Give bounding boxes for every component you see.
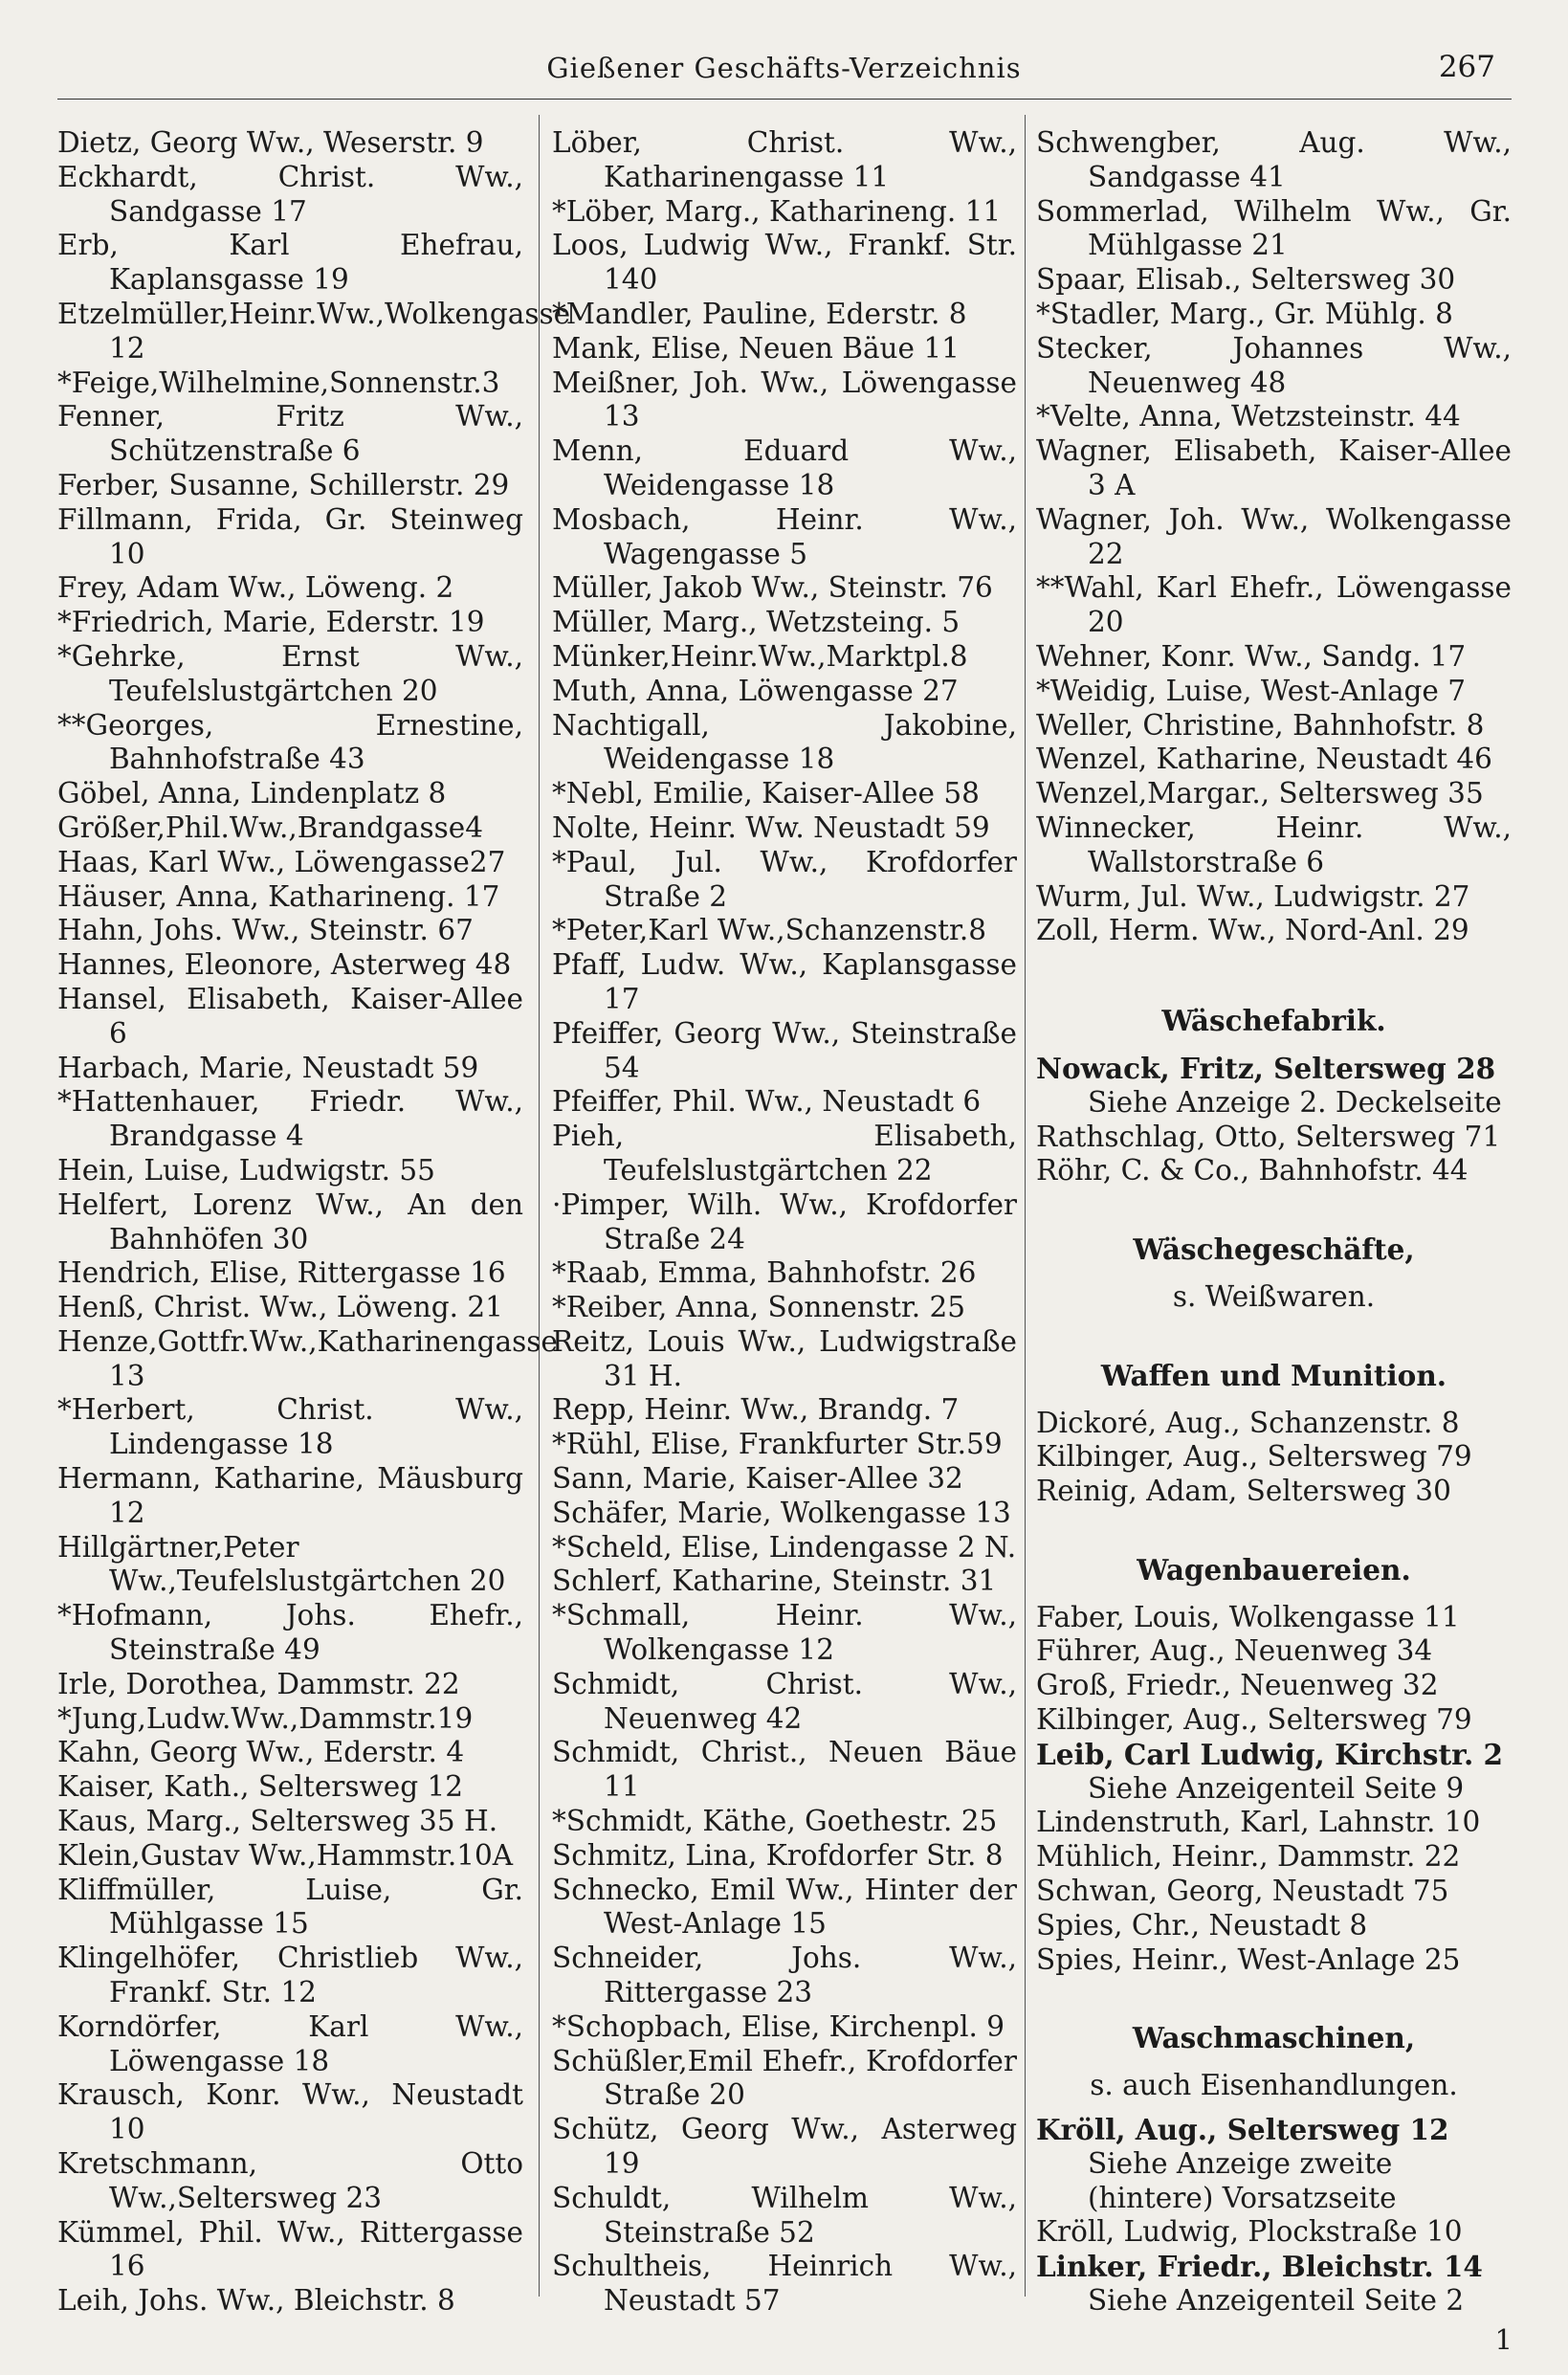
list-item: Kilbinger, Aug., Seltersweg 79 — [1036, 1703, 1472, 1737]
list-item: Wagner, Elisabeth, Kaiser-Allee 3 A — [1036, 434, 1512, 501]
list-item: Schlerf, Katharine, Steinstr. 31 — [552, 1565, 997, 1598]
list-item: Schuldt, Wilhelm Ww., Steinstraße 52 — [552, 2181, 1017, 2249]
column-divider — [539, 115, 540, 2297]
list-item: Reinig, Adam, Seltersweg 30 — [1036, 1475, 1451, 1508]
list-item: Hillgärtner,Peter Ww.,Teufelslustgärtchen 20 — [57, 1530, 506, 1598]
list-item: Rathschlag, Otto, Seltersweg 71 — [1036, 1120, 1501, 1153]
list-item: Göbel, Anna, Lindenplatz 8 — [57, 777, 447, 810]
list-item: *Paul, Jul. Ww., Krofdorfer Straße 2 — [552, 845, 1017, 913]
list-item: Wehner, Konr. Ww., Sandg. 17 — [1036, 639, 1467, 673]
list-item: *Peter,Karl Ww.,Schanzenstr.8 — [552, 914, 986, 947]
list-item: *Feige,Wilhelmine,Sonnenstr.3 — [57, 366, 500, 399]
list-item: Größer,Phil.Ww.,Brandgasse4 — [57, 810, 483, 844]
section-heading-waeschefabrik: Wäschefabrik. — [1161, 1004, 1386, 1038]
list-item: *Stadler, Marg., Gr. Mühlg. 8 — [1036, 297, 1453, 330]
list-item: *Hattenhauer, Friedr. Ww., Brandgasse 4 — [57, 1085, 523, 1153]
list-item: Häuser, Anna, Katharineng. 17 — [57, 879, 500, 913]
list-item: Schnecko, Emil Ww., Hinter der West-Anlage 15 — [552, 1873, 1017, 1941]
section-note: s. Weißwaren. — [1172, 1279, 1376, 1313]
list-item: Kröll, Aug., Seltersweg 12 — [1036, 2113, 1449, 2147]
list-item: Harbach, Marie, Neustadt 59 — [57, 1051, 479, 1084]
list-item: *Raab, Emma, Bahnhofstr. 26 — [552, 1256, 977, 1290]
list-item: Kahn, Georg Ww., Ederstr. 4 — [57, 1736, 465, 1769]
list-item: Müller, Marg., Wetzsteing. 5 — [552, 606, 961, 639]
list-item: Spies, Chr., Neustadt 8 — [1036, 1908, 1368, 1942]
list-item: Pfaff, Ludw. Ww., Kaplansgasse 17 — [552, 948, 1017, 1015]
list-item: Mosbach, Heinr. Ww., Wagengasse 5 — [552, 502, 1017, 570]
ad-reference: Siehe Anzeigenteil Seite 9 — [1088, 1771, 1465, 1805]
ad-reference: Siehe Anzeigenteil Seite 2 — [1088, 2284, 1465, 2318]
column-divider — [1025, 115, 1026, 2297]
list-item: Loos, Ludwig Ww., Frankf. Str. 140 — [552, 229, 1017, 297]
list-item: Fillmann, Frida, Gr. Steinweg 10 — [57, 502, 523, 570]
list-item: Klingelhöfer, Christlieb Ww., Frankf. Str. 12 — [57, 1942, 523, 2009]
list-item: Weller, Christine, Bahnhofstr. 8 — [1036, 708, 1485, 742]
section-heading-waffen: Waffen und Munition. — [1100, 1358, 1447, 1392]
list-item: Sann, Marie, Kaiser-Allee 32 — [552, 1462, 963, 1496]
list-item: Kliffmüller, Luise, Gr. Mühlgasse 15 — [57, 1873, 523, 1941]
list-item: Schwengber, Aug. Ww., Sandgasse 41 — [1036, 126, 1512, 193]
list-item: Hendrich, Elise, Rittergasse 16 — [57, 1256, 506, 1290]
column-3 — [1036, 126, 1512, 2319]
list-item: Pfeiffer, Georg Ww., Steinstraße 54 — [552, 1016, 1017, 1084]
list-item: Haas, Karl Ww., Löwengasse27 — [57, 845, 506, 878]
list-item: Schmitz, Lina, Krofdorfer Str. 8 — [552, 1838, 1004, 1872]
list-item: Löber, Christ. Ww., Katharinengasse 11 — [552, 126, 1017, 193]
list-item: Schneider, Johs. Ww., Rittergasse 23 — [552, 1942, 1017, 2009]
list-item: Irle, Dorothea, Dammstr. 22 — [57, 1667, 460, 1700]
list-item: Henß, Christ. Ww., Löweng. 21 — [57, 1291, 503, 1324]
signature-mark: 1 — [1494, 2323, 1513, 2356]
list-item: ·Pimper, Wilh. Ww., Krofdorfer Straße 24 — [552, 1188, 1017, 1255]
header-rule — [57, 99, 1512, 100]
list-item: Nolte, Heinr. Ww. Neustadt 59 — [552, 810, 990, 844]
list-item: Repp, Heinr. Ww., Brandg. 7 — [552, 1393, 960, 1427]
list-item: Fenner, Fritz Ww., Schützenstraße 6 — [57, 400, 523, 468]
list-item: *Weidig, Luise, West-Anlage 7 — [1036, 674, 1467, 707]
list-item: Leib, Carl Ludwig, Kirchstr. 2 — [1036, 1737, 1504, 1771]
list-item: **Wahl, Karl Ehefr., Löwengasse 20 — [1036, 571, 1512, 639]
column-2 — [552, 126, 1017, 2319]
section-heading-waeschegeschaefte: Wäschegeschäfte, — [1133, 1232, 1415, 1267]
list-item: Schäfer, Marie, Wolkengasse 13 — [552, 1496, 1011, 1529]
list-item: *Friedrich, Marie, Ederstr. 19 — [57, 606, 485, 639]
list-item: Spies, Heinr., West-Anlage 25 — [1036, 1942, 1461, 1976]
list-item: Reitz, Louis Ww., Ludwigstraße 31 H. — [552, 1324, 1017, 1392]
list-item: Nachtigall, Jakobine, Weidengasse 18 — [552, 708, 1017, 776]
list-item: Kilbinger, Aug., Seltersweg 79 — [1036, 1440, 1472, 1474]
list-item: Wagner, Joh. Ww., Wolkengasse 22 — [1036, 502, 1512, 570]
ad-reference: Siehe Anzeige 2. Deckelseite — [1088, 1085, 1502, 1119]
page-number: 267 — [1438, 50, 1495, 84]
list-item: Hannes, Eleonore, Asterweg 48 — [57, 948, 512, 982]
column-1 — [57, 126, 571, 2319]
list-item: Wenzel, Katharine, Neustadt 46 — [1036, 743, 1492, 776]
list-item: Eckhardt, Christ. Ww., Sandgasse 17 — [57, 160, 523, 228]
list-item: Nowack, Fritz, Seltersweg 28 — [1036, 1051, 1496, 1085]
list-item: Röhr, C. & Co., Bahnhofstr. 44 — [1036, 1154, 1469, 1188]
list-item: *Scheld, Elise, Lindengasse 2 N. — [552, 1530, 1017, 1564]
list-item: Krausch, Konr. Ww., Neustadt 10 — [57, 2078, 523, 2146]
list-item: Meißner, Joh. Ww., Löwengasse 13 — [552, 366, 1017, 433]
list-item: *Velte, Anna, Wetzsteinstr. 44 — [1036, 400, 1461, 433]
list-item: Hansel, Elisabeth, Kaiser-Allee 6 — [57, 982, 523, 1050]
list-item: *Hofmann, Johs. Ehefr., Steinstraße 49 — [57, 1599, 523, 1667]
list-item: Kaus, Marg., Seltersweg 35 H. — [57, 1805, 498, 1838]
list-item: Sommerlad, Wilhelm Ww., Gr. Mühlgasse 21 — [1036, 194, 1512, 262]
list-item: Henze,Gottfr.Ww.,Katharinengasse 13 — [57, 1324, 558, 1392]
list-item: Pfeiffer, Phil. Ww., Neustadt 6 — [552, 1085, 982, 1119]
list-item: Dickoré, Aug., Schanzenstr. 8 — [1036, 1406, 1460, 1439]
list-item: *Gehrke, Ernst Ww., Teufelslustgärtchen 20 — [57, 639, 523, 707]
list-item: *Rühl, Elise, Frankfurter Str.59 — [552, 1428, 1003, 1461]
list-item: Menn, Eduard Ww., Weidengasse 18 — [552, 434, 1017, 501]
list-item: Stecker, Johannes Ww., Neuenweg 48 — [1036, 331, 1512, 399]
section-note: s. auch Eisenhandlungen. — [1090, 2069, 1458, 2102]
list-item: Hermann, Katharine, Mäusburg 12 — [57, 1462, 523, 1529]
list-item: Groß, Friedr., Neuenweg 32 — [1036, 1669, 1439, 1702]
list-item: *Schmidt, Käthe, Goethestr. 25 — [552, 1805, 998, 1838]
list-item: Mank, Elise, Neuen Bäue 11 — [552, 331, 960, 365]
list-item: Schüßler,Emil Ehefr., Krofdorfer Straße 20 — [552, 2044, 1017, 2112]
list-item: *Schmall, Heinr. Ww., Wolkengasse 12 — [552, 1599, 1017, 1667]
list-item: Spaar, Elisab., Seltersweg 30 — [1036, 263, 1456, 297]
list-item: Helfert, Lorenz Ww., An den Bahnhöfen 30 — [57, 1188, 523, 1255]
list-item: *Reiber, Anna, Sonnenstr. 25 — [552, 1291, 966, 1324]
list-item: Schwan, Georg, Neustadt 75 — [1036, 1875, 1449, 1908]
list-item: Kaiser, Kath., Seltersweg 12 — [57, 1770, 464, 1804]
list-item: Dietz, Georg Ww., Weserstr. 9 — [57, 126, 484, 159]
section-heading-wagenbauereien: Wagenbauereien. — [1137, 1552, 1411, 1587]
list-item: Wenzel,Margar., Seltersweg 35 — [1036, 777, 1484, 810]
list-item: Muth, Anna, Löwengasse 27 — [552, 674, 959, 707]
list-item: Korndörfer, Karl Ww., Löwengasse 18 — [57, 2009, 523, 2077]
list-item: Schmidt, Christ. Ww., Neuenweg 42 — [552, 1667, 1017, 1735]
list-item: *Schopbach, Elise, Kirchenpl. 9 — [552, 2009, 1005, 2043]
list-item: Leih, Johs. Ww., Bleichstr. 8 — [57, 2284, 455, 2318]
list-item: Kröll, Ludwig, Plockstraße 10 — [1036, 2215, 1463, 2249]
list-item: **Georges, Ernestine, Bahnhofstraße 43 — [57, 708, 523, 776]
list-item: Kretschmann, Otto Ww.,Seltersweg 23 — [57, 2147, 523, 2214]
list-item: Frey, Adam Ww., Löweng. 2 — [57, 571, 454, 605]
list-item: Winnecker, Heinr. Ww., Wallstorstraße 6 — [1036, 810, 1512, 878]
list-item: Pieh, Elisabeth, Teufelslustgärtchen 22 — [552, 1120, 1017, 1187]
list-item: *Nebl, Emilie, Kaiser-Allee 58 — [552, 777, 980, 810]
list-item: Schultheis, Heinrich Ww., Neustadt 57 — [552, 2250, 1017, 2318]
list-item: Klein,Gustav Ww.,Hammstr.10A — [57, 1838, 514, 1872]
page-title: Gießener Geschäfts-Verzeichnis — [546, 52, 1022, 84]
list-item: Hahn, Johs. Ww., Steinstr. 67 — [57, 914, 474, 947]
ad-reference: Siehe Anzeige zweite (hintere) Vorsatzseite — [1088, 2146, 1397, 2214]
list-item: Führer, Aug., Neuenweg 34 — [1036, 1634, 1433, 1668]
list-item: Faber, Louis, Wolkengasse 11 — [1036, 1600, 1460, 1633]
list-item: Kümmel, Phil. Ww., Rittergasse 16 — [57, 2215, 523, 2283]
list-item: Wurm, Jul. Ww., Ludwigstr. 27 — [1036, 879, 1470, 913]
list-item: *Löber, Marg., Katharineng. 11 — [552, 194, 1002, 228]
list-item: *Herbert, Christ. Ww., Lindengasse 18 — [57, 1393, 523, 1461]
section-heading-waschmaschinen: Waschmaschinen, — [1132, 2021, 1416, 2055]
list-item: Mühlich, Heinr., Dammstr. 22 — [1036, 1840, 1461, 1874]
list-item: Münker,Heinr.Ww.,Marktpl.8 — [552, 639, 968, 673]
list-item: Hein, Luise, Ludwigstr. 55 — [57, 1153, 435, 1187]
list-item: Lindenstruth, Karl, Lahnstr. 10 — [1036, 1806, 1481, 1839]
list-item: Ferber, Susanne, Schillerstr. 29 — [57, 468, 510, 501]
list-item: Schmidt, Christ., Neuen Bäue 11 — [552, 1736, 1017, 1804]
list-item: *Mandler, Pauline, Ederstr. 8 — [552, 297, 967, 330]
list-item: Etzelmüller,Heinr.Ww.,Wolkengasse 12 — [57, 297, 571, 365]
list-item: Erb, Karl Ehefrau, Kaplansgasse 19 — [57, 229, 523, 297]
list-item: Zoll, Herm. Ww., Nord-Anl. 29 — [1036, 914, 1469, 947]
list-item: Linker, Friedr., Bleichstr. 14 — [1036, 2250, 1483, 2284]
list-item: Müller, Jakob Ww., Steinstr. 76 — [552, 571, 993, 605]
list-item: *Jung,Ludw.Ww.,Dammstr.19 — [57, 1701, 474, 1735]
list-item: Schütz, Georg Ww., Asterweg 19 — [552, 2113, 1017, 2181]
